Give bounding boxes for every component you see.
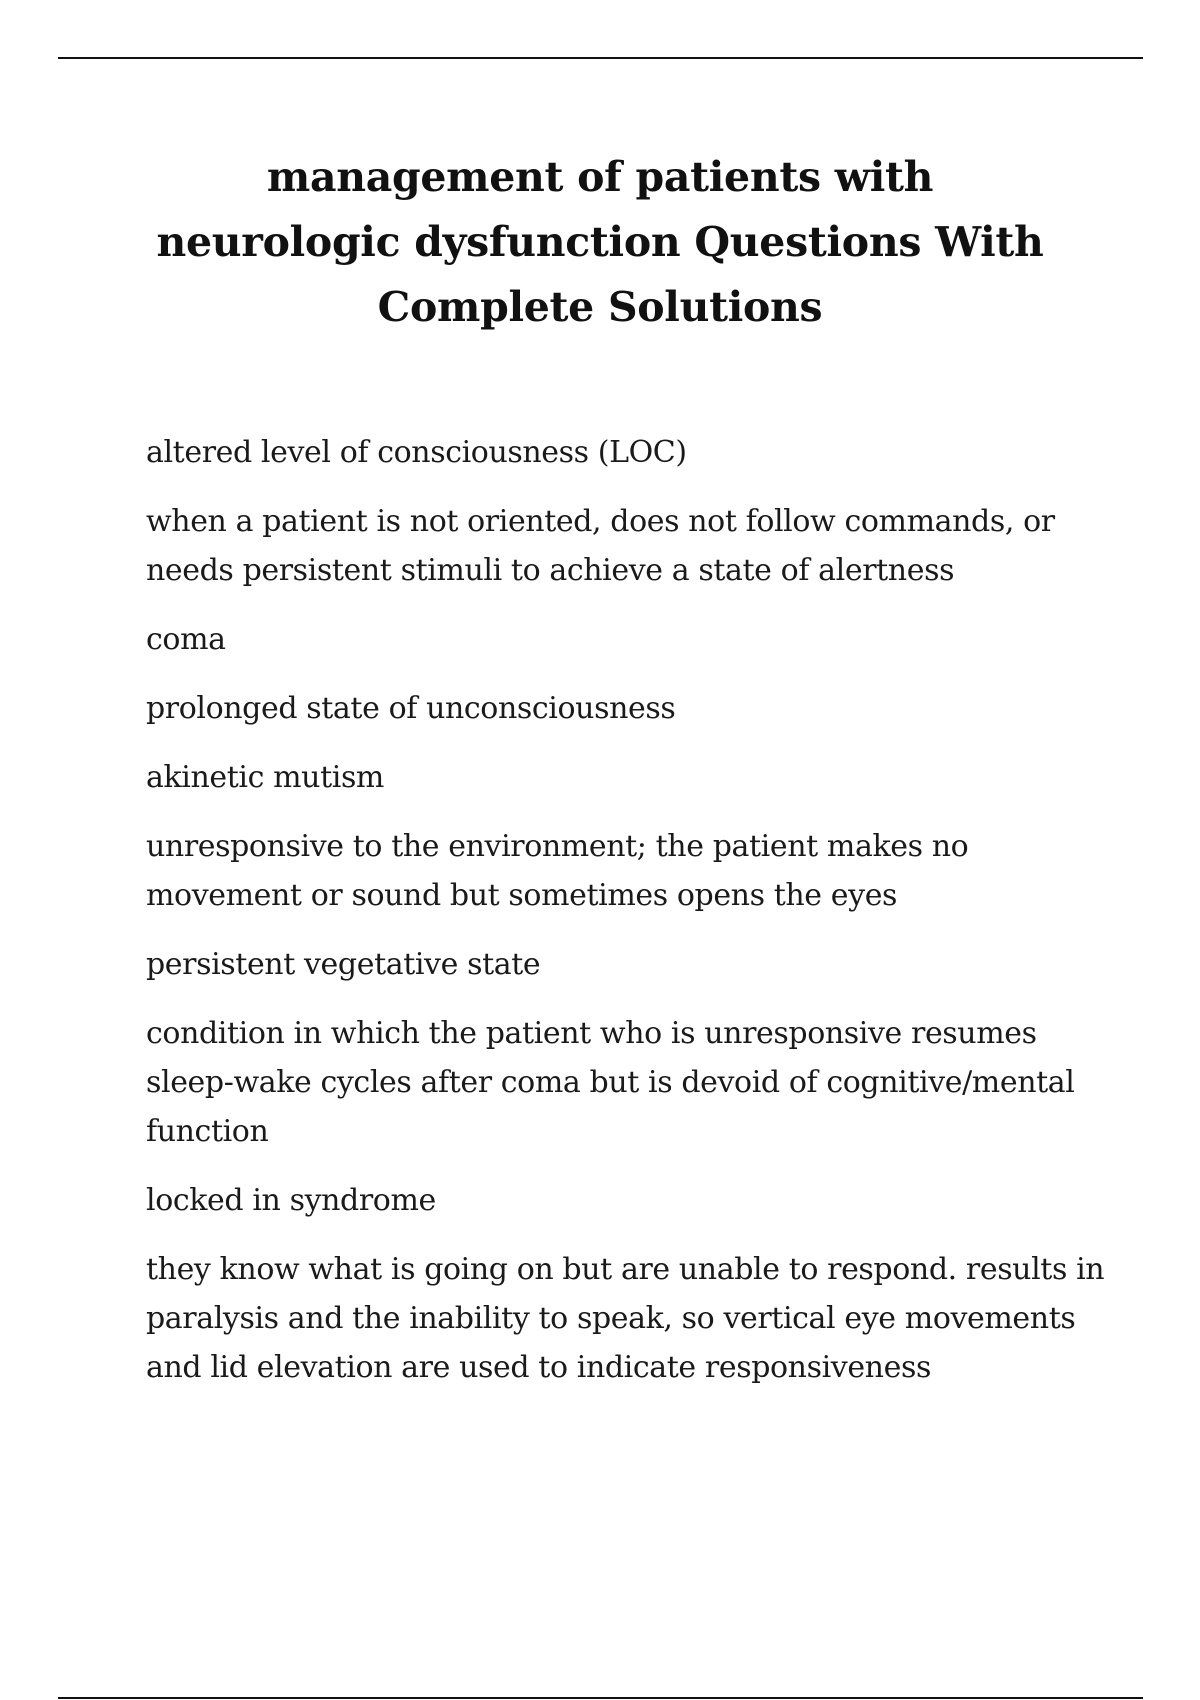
term-persistent-vegetative-state: persistent vegetative state: [146, 947, 541, 982]
term-altered-loc: altered level of consciousness (LOC): [146, 435, 687, 470]
definition-altered-loc: when a patient is not oriented, does not follow commands, or needs persistent stimuli to achieve a state of alertness: [146, 504, 1055, 588]
definition-coma: prolonged state of unconsciousness: [146, 691, 676, 726]
bottom-divider: [58, 1697, 1143, 1699]
term-locked-in-syndrome: locked in syndrome: [146, 1183, 436, 1218]
term-coma: coma: [146, 622, 226, 657]
definition-persistent-vegetative-state: condition in which the patient who is unresponsive resumes sleep-wake cycles after coma but is devoid of cognitive/mental function: [146, 1016, 1075, 1149]
definition-locked-in-syndrome: they know what is going on but are unable to respond. results in paralysis and the inability to speak, so vertical eye movements and lid elevation are used to indicate responsiveness: [146, 1252, 1105, 1385]
term-akinetic-mutism: akinetic mutism: [146, 760, 384, 795]
document-title: management of patients with neurologic dysfunction Questions With Complete Solutions: [156, 153, 1044, 331]
qa-content: [146, 428, 1106, 1412]
definition-akinetic-mutism: unresponsive to the environment; the patient makes no movement or sound but sometimes opens the eyes: [146, 829, 969, 913]
top-divider: [58, 57, 1143, 59]
